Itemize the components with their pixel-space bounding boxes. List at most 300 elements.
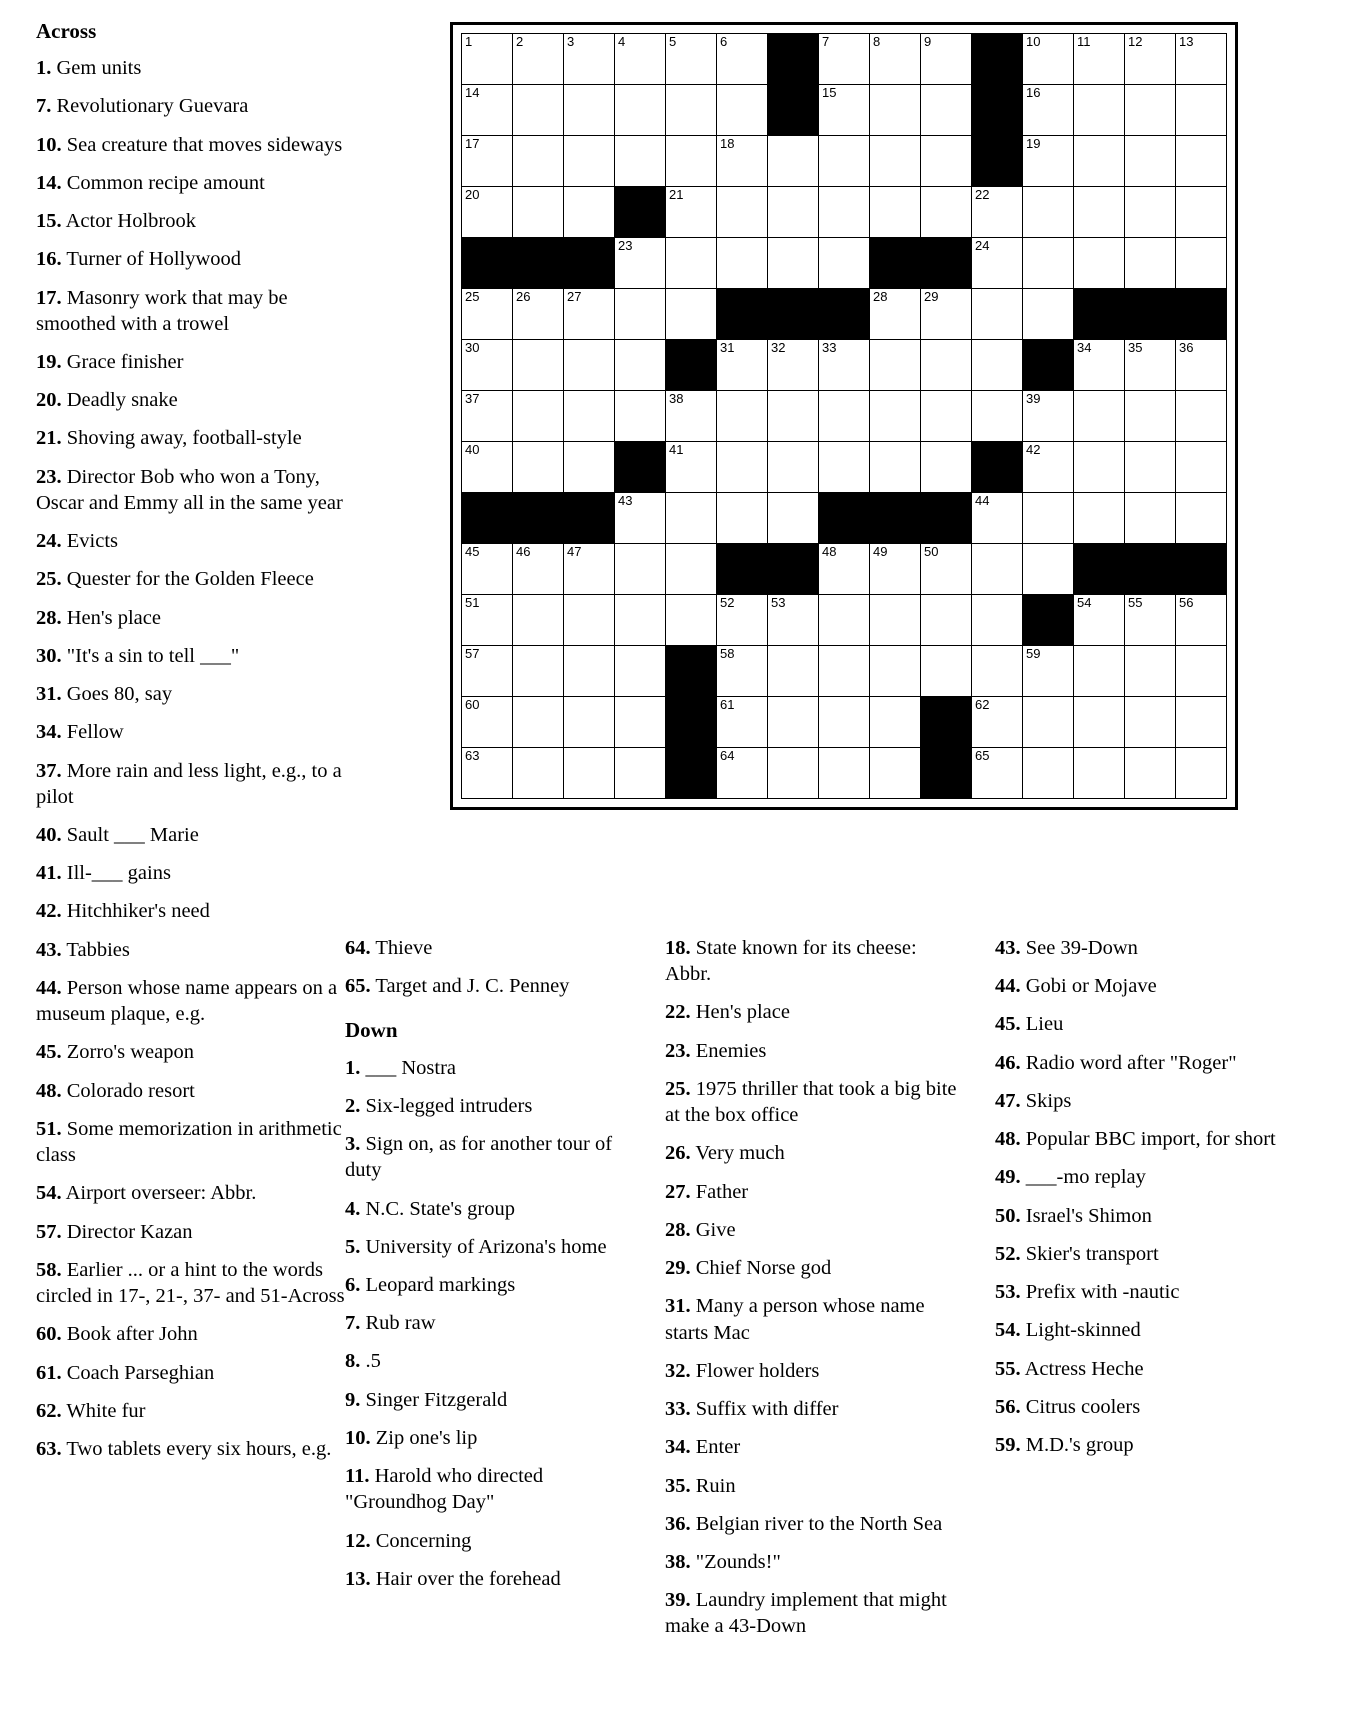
grid-cell[interactable] xyxy=(1125,136,1176,187)
clue-item xyxy=(36,246,346,272)
grid-cell[interactable] xyxy=(717,493,768,544)
grid-cell[interactable] xyxy=(1074,391,1125,442)
grid-cell[interactable] xyxy=(1125,748,1176,799)
grid-cell[interactable] xyxy=(1125,646,1176,697)
grid-cell[interactable] xyxy=(972,391,1023,442)
grid-block-cell xyxy=(1074,289,1125,340)
grid-cell[interactable] xyxy=(819,340,870,391)
grid-cell[interactable] xyxy=(1074,595,1125,646)
clue-text: Very much xyxy=(690,1142,785,1165)
grid-cell-number: 58 xyxy=(720,646,735,661)
grid-cell[interactable] xyxy=(1023,136,1074,187)
crossword-grid[interactable] xyxy=(461,33,1227,799)
grid-cell[interactable] xyxy=(462,595,513,646)
grid-cell[interactable] xyxy=(1125,238,1176,289)
clue-text: Book after John xyxy=(61,1323,198,1346)
grid-cell[interactable] xyxy=(513,289,564,340)
grid-row xyxy=(462,442,1227,493)
grid-cell[interactable] xyxy=(615,697,666,748)
grid-cell-number: 15 xyxy=(822,85,837,100)
grid-cell[interactable] xyxy=(768,442,819,493)
grid-cell[interactable] xyxy=(1023,289,1074,340)
grid-cell-number: 40 xyxy=(465,442,480,457)
grid-cell[interactable] xyxy=(462,289,513,340)
grid-cell[interactable] xyxy=(768,391,819,442)
grid-cell[interactable] xyxy=(1176,442,1227,493)
grid-cell[interactable] xyxy=(921,34,972,85)
grid-cell[interactable] xyxy=(1125,340,1176,391)
grid-cell-number: 44 xyxy=(975,493,990,508)
grid-cell[interactable] xyxy=(1074,646,1125,697)
grid-cell-number: 29 xyxy=(924,289,939,304)
grid-cell[interactable] xyxy=(1176,391,1227,442)
grid-cell[interactable] xyxy=(921,391,972,442)
grid-cell[interactable] xyxy=(1023,187,1074,238)
grid-cell[interactable] xyxy=(1023,697,1074,748)
clue-item xyxy=(995,1394,1285,1420)
grid-cell[interactable] xyxy=(1125,34,1176,85)
clue-item xyxy=(995,1279,1285,1305)
grid-block-cell xyxy=(666,340,717,391)
clue-number: 40. xyxy=(36,824,62,847)
clue-text: Enter xyxy=(690,1436,741,1459)
clue-item xyxy=(36,822,346,848)
clue-text: Colorado resort xyxy=(61,1079,195,1102)
grid-cell[interactable] xyxy=(666,187,717,238)
clue-item xyxy=(36,566,346,592)
clue-number: 1. xyxy=(36,57,52,80)
grid-cell-number: 13 xyxy=(1179,34,1194,49)
clue-number: 54. xyxy=(995,1319,1021,1342)
clue-number: 60. xyxy=(36,1323,62,1346)
grid-cell[interactable] xyxy=(462,442,513,493)
clue-number: 10. xyxy=(36,133,62,156)
grid-cell[interactable] xyxy=(1023,34,1074,85)
grid-cell[interactable] xyxy=(513,544,564,595)
grid-cell[interactable] xyxy=(1176,238,1227,289)
grid-cell[interactable] xyxy=(1023,238,1074,289)
grid-cell[interactable] xyxy=(513,34,564,85)
clue-item xyxy=(36,1180,346,1206)
grid-cell[interactable] xyxy=(1074,34,1125,85)
grid-cell[interactable] xyxy=(717,34,768,85)
down-heading: Down xyxy=(345,1018,398,1043)
clue-text: Coach Parseghian xyxy=(61,1361,215,1384)
clue-item xyxy=(345,1566,635,1592)
grid-cell-number: 46 xyxy=(516,544,531,559)
clue-item xyxy=(995,1126,1285,1152)
clue-text: Fellow xyxy=(61,721,124,744)
grid-cell[interactable] xyxy=(615,34,666,85)
clue-number: 24. xyxy=(36,530,62,553)
grid-cell[interactable] xyxy=(615,238,666,289)
grid-cell[interactable] xyxy=(972,544,1023,595)
grid-cell[interactable] xyxy=(972,187,1023,238)
grid-cell[interactable] xyxy=(972,289,1023,340)
grid-cell[interactable] xyxy=(1125,85,1176,136)
grid-cell[interactable] xyxy=(870,136,921,187)
grid-cell-number: 25 xyxy=(465,289,480,304)
clue-text: Earlier ... or a hint to the words circled in 17-, 21-, 37- and 51-Across xyxy=(36,1258,345,1308)
grid-cell[interactable] xyxy=(666,544,717,595)
clue-text: 1975 thriller that took a big bite at the box office xyxy=(665,1077,957,1127)
clue-item xyxy=(36,937,346,963)
grid-cell[interactable] xyxy=(1023,544,1074,595)
grid-cell[interactable] xyxy=(666,238,717,289)
grid-cell[interactable] xyxy=(768,646,819,697)
grid-cell[interactable] xyxy=(1074,493,1125,544)
grid-cell[interactable] xyxy=(870,34,921,85)
grid-cell[interactable] xyxy=(1023,493,1074,544)
grid-cell[interactable] xyxy=(513,748,564,799)
across-tail-and-down-start-column xyxy=(345,935,635,1652)
grid-cell[interactable] xyxy=(768,493,819,544)
grid-cell[interactable] xyxy=(921,646,972,697)
grid-cell[interactable] xyxy=(564,697,615,748)
grid-cell[interactable] xyxy=(768,748,819,799)
grid-cell[interactable] xyxy=(972,340,1023,391)
grid-cell[interactable] xyxy=(870,595,921,646)
grid-cell[interactable] xyxy=(921,85,972,136)
grid-cell[interactable] xyxy=(1125,442,1176,493)
clue-number: 22. xyxy=(665,1001,691,1024)
grid-cell[interactable] xyxy=(1125,493,1176,544)
grid-block-cell xyxy=(819,493,870,544)
grid-cell[interactable] xyxy=(819,748,870,799)
crossword-grid-container xyxy=(450,22,1238,815)
clue-number: 15. xyxy=(36,210,62,233)
grid-cell[interactable] xyxy=(819,34,870,85)
clue-number: 13. xyxy=(345,1567,371,1590)
grid-cell-number: 49 xyxy=(873,544,888,559)
clue-item xyxy=(36,464,346,516)
grid-cell[interactable] xyxy=(819,544,870,595)
grid-cell[interactable] xyxy=(462,646,513,697)
grid-cell[interactable] xyxy=(1023,442,1074,493)
grid-cell[interactable] xyxy=(564,595,615,646)
grid-cell[interactable] xyxy=(513,697,564,748)
grid-cell[interactable] xyxy=(564,646,615,697)
grid-cell[interactable] xyxy=(666,289,717,340)
grid-cell[interactable] xyxy=(615,340,666,391)
grid-cell[interactable] xyxy=(870,85,921,136)
grid-cell[interactable] xyxy=(717,697,768,748)
clue-text: Quester for the Golden Fleece xyxy=(61,568,314,591)
clue-item xyxy=(36,1321,346,1347)
grid-cell[interactable] xyxy=(972,493,1023,544)
grid-cell[interactable] xyxy=(564,85,615,136)
clue-text: Zip one's lip xyxy=(370,1426,478,1449)
grid-cell[interactable] xyxy=(768,136,819,187)
clue-item xyxy=(345,1093,635,1119)
grid-cell[interactable] xyxy=(513,136,564,187)
grid-cell[interactable] xyxy=(819,646,870,697)
grid-cell[interactable] xyxy=(513,442,564,493)
grid-cell-number: 54 xyxy=(1077,595,1092,610)
clue-item xyxy=(36,719,346,745)
clue-number: 61. xyxy=(36,1361,62,1384)
grid-cell[interactable] xyxy=(870,340,921,391)
grid-row xyxy=(462,697,1227,748)
grid-cell[interactable] xyxy=(819,136,870,187)
clue-text: Concerning xyxy=(370,1529,472,1552)
clue-item xyxy=(665,1140,965,1166)
grid-cell[interactable] xyxy=(462,85,513,136)
clue-text: Director Bob who won a Tony, Oscar and Emmy all in the same year xyxy=(36,465,343,514)
clue-text: Turner of Hollywood xyxy=(61,248,242,271)
grid-cell[interactable] xyxy=(717,187,768,238)
grid-cell[interactable] xyxy=(819,595,870,646)
clue-number: 58. xyxy=(36,1258,62,1281)
grid-cell[interactable] xyxy=(819,85,870,136)
grid-cell[interactable] xyxy=(768,595,819,646)
grid-cell[interactable] xyxy=(564,442,615,493)
clue-number: 5. xyxy=(345,1235,361,1258)
clue-item xyxy=(36,1039,346,1065)
grid-block-cell xyxy=(513,493,564,544)
grid-cell-number: 24 xyxy=(975,238,990,253)
grid-cell[interactable] xyxy=(513,646,564,697)
grid-cell-number: 27 xyxy=(567,289,582,304)
grid-cell[interactable] xyxy=(819,442,870,493)
grid-cell[interactable] xyxy=(717,340,768,391)
grid-cell[interactable] xyxy=(1074,340,1125,391)
grid-cell[interactable] xyxy=(1125,187,1176,238)
grid-cell[interactable] xyxy=(921,544,972,595)
grid-cell[interactable] xyxy=(564,544,615,595)
grid-cell[interactable] xyxy=(1176,697,1227,748)
grid-cell[interactable] xyxy=(615,391,666,442)
grid-cell[interactable] xyxy=(819,238,870,289)
clue-text: Give xyxy=(690,1218,736,1241)
grid-cell[interactable] xyxy=(717,748,768,799)
clue-item xyxy=(345,1196,635,1222)
grid-cell[interactable] xyxy=(564,187,615,238)
grid-cell[interactable] xyxy=(870,442,921,493)
grid-cell[interactable] xyxy=(1125,391,1176,442)
grid-cell[interactable] xyxy=(1176,187,1227,238)
grid-cell[interactable] xyxy=(666,391,717,442)
grid-cell[interactable] xyxy=(666,34,717,85)
grid-cell[interactable] xyxy=(1023,391,1074,442)
grid-cell[interactable] xyxy=(972,748,1023,799)
grid-cell[interactable] xyxy=(768,238,819,289)
grid-cell[interactable] xyxy=(972,238,1023,289)
grid-block-cell xyxy=(870,493,921,544)
grid-cell[interactable] xyxy=(1176,646,1227,697)
grid-cell-number: 28 xyxy=(873,289,888,304)
grid-cell[interactable] xyxy=(1074,748,1125,799)
grid-cell-number: 21 xyxy=(669,187,684,202)
grid-cell-number: 18 xyxy=(720,136,735,151)
grid-block-cell xyxy=(1023,595,1074,646)
grid-cell-number: 1 xyxy=(465,34,473,49)
grid-cell[interactable] xyxy=(1176,595,1227,646)
grid-cell[interactable] xyxy=(870,646,921,697)
grid-cell[interactable] xyxy=(717,646,768,697)
clue-number: 18. xyxy=(665,937,691,959)
clue-number: 50. xyxy=(995,1204,1021,1227)
grid-cell[interactable] xyxy=(462,34,513,85)
grid-cell[interactable] xyxy=(615,85,666,136)
grid-cell[interactable] xyxy=(819,697,870,748)
grid-cell[interactable] xyxy=(1125,697,1176,748)
grid-cell[interactable] xyxy=(564,748,615,799)
grid-cell-number: 56 xyxy=(1179,595,1194,610)
clue-item xyxy=(995,973,1285,999)
grid-cell-number: 26 xyxy=(516,289,531,304)
grid-cell[interactable] xyxy=(1074,136,1125,187)
grid-cell[interactable] xyxy=(870,391,921,442)
grid-cell[interactable] xyxy=(462,748,513,799)
grid-cell[interactable] xyxy=(717,136,768,187)
grid-cell[interactable] xyxy=(921,595,972,646)
grid-cell[interactable] xyxy=(1176,340,1227,391)
grid-cell[interactable] xyxy=(564,289,615,340)
clue-number: 8. xyxy=(345,1350,361,1373)
grid-cell[interactable] xyxy=(921,289,972,340)
grid-block-cell xyxy=(819,289,870,340)
grid-cell[interactable] xyxy=(1023,85,1074,136)
grid-cell[interactable] xyxy=(768,697,819,748)
clue-text: State known for its cheese: Abbr. xyxy=(665,937,917,986)
grid-cell[interactable] xyxy=(1176,748,1227,799)
grid-cell[interactable] xyxy=(717,85,768,136)
grid-cell[interactable] xyxy=(1074,697,1125,748)
clue-text: .5 xyxy=(360,1350,381,1373)
grid-cell[interactable] xyxy=(1125,595,1176,646)
clue-number: 12. xyxy=(345,1529,371,1552)
grid-cell[interactable] xyxy=(1074,187,1125,238)
grid-cell[interactable] xyxy=(1074,442,1125,493)
clue-item xyxy=(36,1078,346,1104)
grid-cell[interactable] xyxy=(564,34,615,85)
clue-text: Prefix with -nautic xyxy=(1020,1281,1180,1304)
grid-cell[interactable] xyxy=(462,391,513,442)
grid-cell[interactable] xyxy=(615,748,666,799)
grid-block-cell xyxy=(870,238,921,289)
grid-cell[interactable] xyxy=(870,748,921,799)
grid-cell[interactable] xyxy=(666,595,717,646)
grid-cell[interactable] xyxy=(717,391,768,442)
clue-item xyxy=(995,1356,1285,1382)
grid-cell[interactable] xyxy=(921,136,972,187)
grid-cell[interactable] xyxy=(717,442,768,493)
grid-cell[interactable] xyxy=(615,595,666,646)
clue-text: Director Kazan xyxy=(61,1220,193,1243)
clue-item xyxy=(36,681,346,707)
clue-item xyxy=(36,605,346,631)
grid-cell[interactable] xyxy=(1176,493,1227,544)
grid-cell[interactable] xyxy=(1023,748,1074,799)
clue-item xyxy=(36,1116,346,1168)
grid-cell[interactable] xyxy=(717,238,768,289)
grid-cell[interactable] xyxy=(1023,646,1074,697)
grid-cell[interactable] xyxy=(615,289,666,340)
grid-cell[interactable] xyxy=(615,493,666,544)
grid-cell[interactable] xyxy=(1074,85,1125,136)
grid-block-cell xyxy=(768,34,819,85)
grid-cell[interactable] xyxy=(768,340,819,391)
grid-cell[interactable] xyxy=(615,646,666,697)
clue-text: See 39-Down xyxy=(1020,937,1138,959)
clue-item xyxy=(345,1055,635,1081)
clue-item xyxy=(36,387,346,413)
grid-cell[interactable] xyxy=(666,85,717,136)
grid-cell[interactable] xyxy=(615,544,666,595)
grid-cell[interactable] xyxy=(462,187,513,238)
grid-cell[interactable] xyxy=(564,391,615,442)
clue-number: 64. xyxy=(345,937,371,959)
grid-cell[interactable] xyxy=(1074,238,1125,289)
clue-text: Thieve xyxy=(370,937,433,959)
grid-cell[interactable] xyxy=(717,595,768,646)
grid-cell[interactable] xyxy=(972,697,1023,748)
grid-cell[interactable] xyxy=(819,391,870,442)
grid-cell[interactable] xyxy=(564,136,615,187)
clue-number: 39. xyxy=(665,1589,691,1612)
grid-cell[interactable] xyxy=(870,187,921,238)
grid-cell[interactable] xyxy=(870,544,921,595)
grid-cell[interactable] xyxy=(513,187,564,238)
clue-number: 26. xyxy=(665,1142,691,1165)
clue-item xyxy=(36,208,346,234)
grid-cell[interactable] xyxy=(1176,34,1227,85)
clue-item xyxy=(36,1436,346,1462)
clue-text: Hitchhiker's need xyxy=(61,900,210,923)
grid-cell[interactable] xyxy=(462,136,513,187)
grid-cell[interactable] xyxy=(819,187,870,238)
grid-cell-number: 51 xyxy=(465,595,480,610)
grid-cell[interactable] xyxy=(513,85,564,136)
clue-item xyxy=(345,1348,635,1374)
clue-text: Some memorization in arithmetic class xyxy=(36,1117,342,1167)
grid-cell[interactable] xyxy=(462,340,513,391)
grid-cell[interactable] xyxy=(513,340,564,391)
clue-number: 49. xyxy=(995,1166,1021,1189)
grid-cell[interactable] xyxy=(462,544,513,595)
grid-cell[interactable] xyxy=(972,646,1023,697)
grid-cell[interactable] xyxy=(921,442,972,493)
grid-cell[interactable] xyxy=(972,595,1023,646)
grid-cell[interactable] xyxy=(564,340,615,391)
grid-cell[interactable] xyxy=(666,136,717,187)
clue-text: Lieu xyxy=(1020,1013,1064,1036)
grid-cell[interactable] xyxy=(666,493,717,544)
across-clue-list xyxy=(36,55,346,1462)
grid-cell[interactable] xyxy=(870,289,921,340)
grid-cell[interactable] xyxy=(870,697,921,748)
grid-cell[interactable] xyxy=(615,136,666,187)
grid-cell-number: 16 xyxy=(1026,85,1041,100)
clue-item xyxy=(665,1358,965,1384)
grid-cell[interactable] xyxy=(1176,85,1227,136)
grid-cell[interactable] xyxy=(513,391,564,442)
grid-cell[interactable] xyxy=(921,187,972,238)
grid-cell[interactable] xyxy=(921,340,972,391)
grid-block-cell xyxy=(972,442,1023,493)
clue-number: 37. xyxy=(36,759,62,782)
crossword-grid-border xyxy=(450,22,1238,810)
grid-cell[interactable] xyxy=(513,595,564,646)
grid-cell[interactable] xyxy=(1176,136,1227,187)
grid-cell[interactable] xyxy=(462,697,513,748)
grid-cell[interactable] xyxy=(768,187,819,238)
clue-text: Actor Holbrook xyxy=(61,210,196,233)
grid-cell-number: 61 xyxy=(720,697,735,712)
grid-cell[interactable] xyxy=(666,442,717,493)
clue-number: 55. xyxy=(995,1357,1021,1380)
